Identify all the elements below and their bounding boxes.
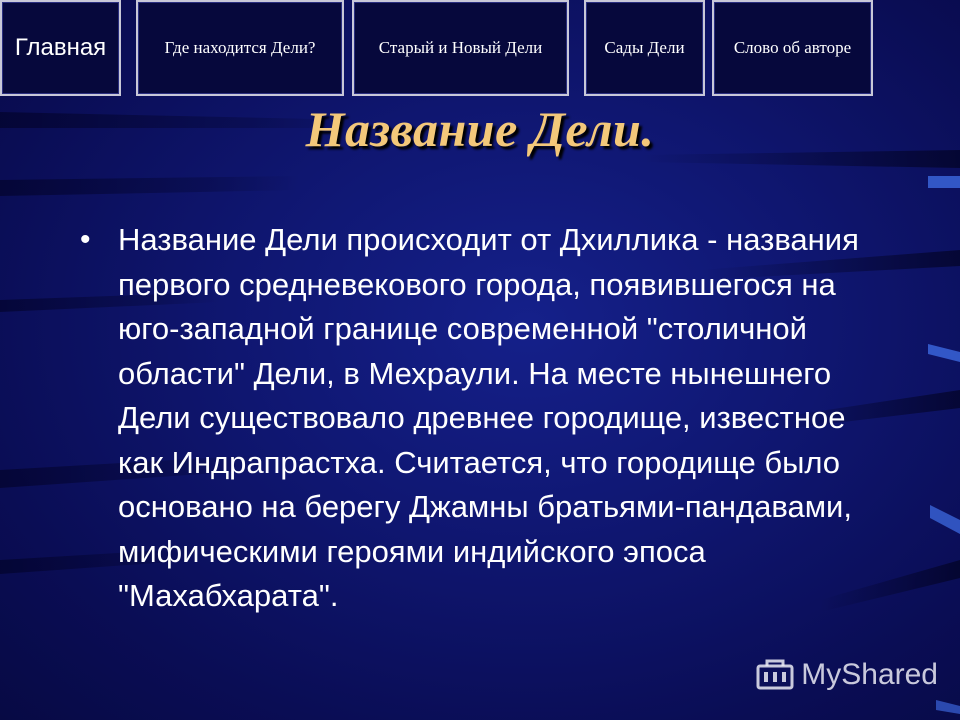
slide-title: Название Дели. [305, 101, 655, 157]
myshared-logo-icon [755, 658, 795, 692]
watermark [755, 658, 938, 692]
nav-where-button[interactable]: Где находится Дели? [136, 0, 344, 96]
nav-author-button[interactable]: Слово об авторе [712, 0, 873, 96]
bullet-item [80, 218, 880, 619]
watermark-text: MyShared [801, 658, 938, 691]
bullet-marker: • [80, 223, 91, 256]
slide-content [80, 218, 880, 619]
bullet-text: Название Дели происходит от Дхиллика - названия первого средневекового города, появившегося на юго-западной границе современной "столичной области" Дели, в Мехраули. На месте нынешнего Дели существовало древнее городище, известное как Индрапрастха. Считается, что городище было основано на берегу Джамны братьями-пандавами, мифическими героями индийского эпоса "Махабхарата". [118, 222, 859, 613]
nav-gardens-button[interactable]: Сады Дели [584, 0, 705, 96]
nav-home-button[interactable]: Главная [0, 0, 121, 96]
nav-old-new-button[interactable]: Старый и Новый Дели [352, 0, 569, 96]
